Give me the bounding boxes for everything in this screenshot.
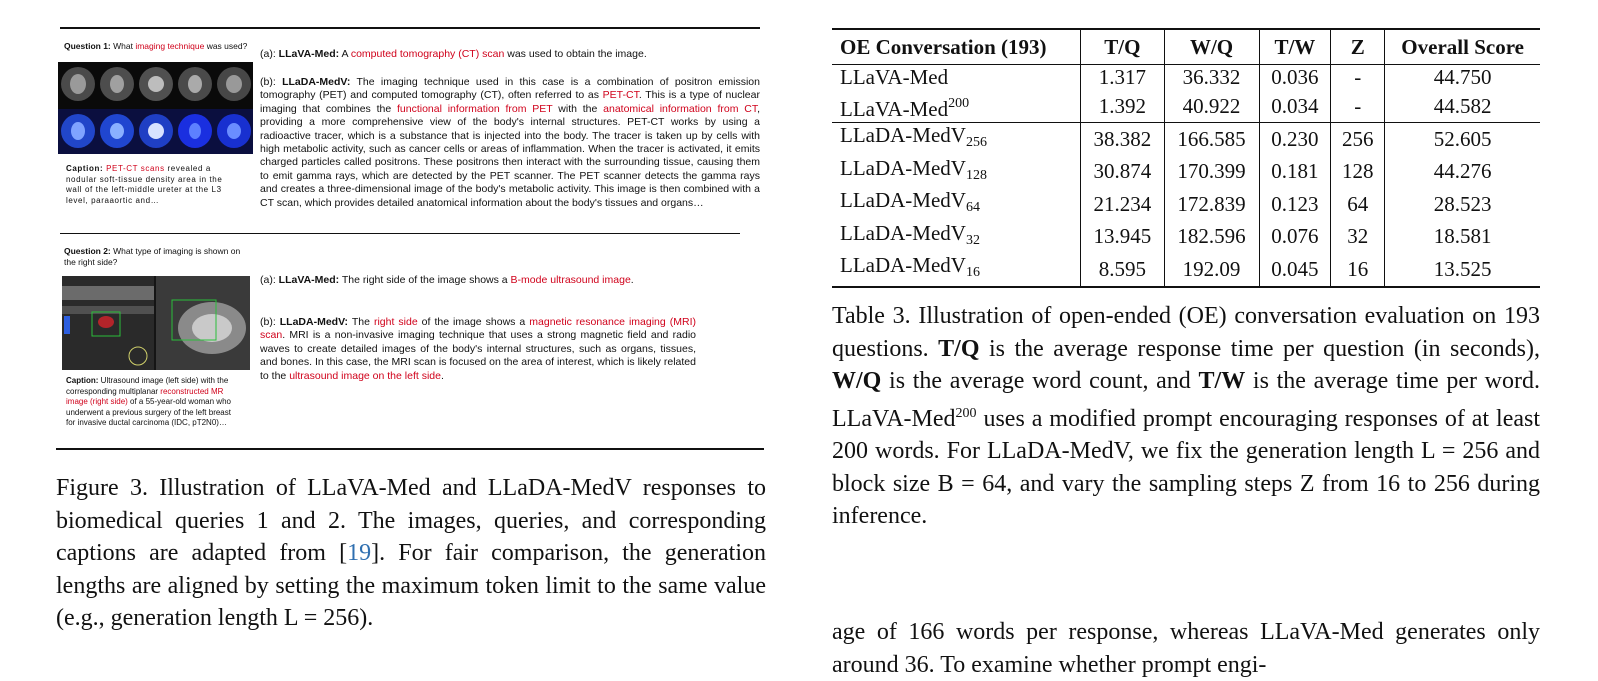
ultrasound-mri-image xyxy=(62,276,250,370)
table-caption-text-5: uses a modified prompt encouraging responses of at least 200 words. For LLaDA-MedV, we fix the generation length L = 256 and block size B = 64, and vary the sampling steps Z from 16 to 256 during inference. xyxy=(832,405,1540,529)
cell-z: 256 xyxy=(1331,123,1385,156)
q1a-highlight: computed tomography (CT) scan xyxy=(350,48,505,60)
q1a-prefix: (a): xyxy=(260,48,279,60)
caption-2-highlight: reconstructed MR image (right side) xyxy=(66,386,224,407)
cell-tq: 38.382 xyxy=(1081,123,1164,156)
results-table xyxy=(832,28,1540,288)
cell-model xyxy=(832,253,1081,287)
figure-caption xyxy=(56,472,766,635)
ct-row-top xyxy=(61,67,251,101)
model-superscript: 200 xyxy=(948,95,970,111)
q2b-text-4: . xyxy=(440,369,444,382)
question-2 xyxy=(64,246,254,268)
table-caption-text-3: is the average word count, and xyxy=(881,368,1199,394)
q1a-model: LLaVA-Med: xyxy=(278,48,340,60)
q2a-text-a: The right side of the image shows a xyxy=(339,274,511,286)
question-1-highlight: imaging technique xyxy=(135,41,205,51)
q1b-highlight-2: functional information from PET xyxy=(396,102,553,115)
table-caption-text-1: Illustration of open-ended (OE) conversation evaluation on 193 questions. xyxy=(832,303,1540,362)
cell-z: - xyxy=(1331,65,1385,91)
caption-1-highlight: PET-CT scans xyxy=(106,164,165,173)
table-header-row xyxy=(832,29,1540,65)
q1b-prefix: (b): xyxy=(260,76,283,88)
header-z: Z xyxy=(1331,29,1385,65)
table-caption-bold-3: T/W xyxy=(1198,368,1246,394)
q2b-highlight-3: ultrasound image on the left side xyxy=(289,369,441,382)
cell-wq: 40.922 xyxy=(1164,91,1259,123)
q2b-highlight-2: magnetic resonance imaging (MRI) scan xyxy=(260,316,696,342)
cell-tw: 0.181 xyxy=(1259,156,1331,189)
question-1-text-b: was used? xyxy=(204,41,248,51)
question-2-label: Question 2: xyxy=(64,246,111,256)
q1b-text-1: The imaging technique used in this case is a combination of positron emission tomography (PET) and computed tomography (CT), often referred to as xyxy=(260,76,760,102)
cell-z: - xyxy=(1331,91,1385,123)
question-1-label: Question 1: xyxy=(64,41,111,51)
cell-model xyxy=(832,65,1081,91)
model-subscript: 128 xyxy=(965,167,987,183)
q1b-text-4: , providing a more comprehensive view of the body's internal structures. PET-CT works by using a radioactive tracer, which is a substance that is injected into the body. The tracer is taken up by cells with high metabolic activity, such as cancer cells or areas of inflammation. When the tracer is activated, it emits charged particles called positrons. These positrons then interact with the surrounding tissue, causing them to emit gamma rays, which are detected by the PET scanner. The PET scanner detects the gamma rays and creates a three-dimensional image of the body's metabolic activity. This image is then combined with a CT scan, which provides detailed anatomical information about the body's tissues and organs… xyxy=(260,102,760,209)
cell-z: 32 xyxy=(1331,221,1385,254)
cell-score: 18.581 xyxy=(1385,221,1540,254)
question-2-text: What type of imaging is shown on the right side? xyxy=(64,246,241,267)
q2b-text-2: of the image shows a xyxy=(417,316,530,328)
table-row xyxy=(832,156,1540,189)
cell-tq: 13.945 xyxy=(1081,221,1164,254)
figure-caption-text-b: ]. For fair comparison, the generation lengths are aligned by setting the maximum token limit to the same value (e.g., generation length L = 256). xyxy=(56,540,767,631)
caption-2-text-1: Ultrasound image (left side) with the corresponding multiplanar xyxy=(66,376,229,396)
cell-tw: 0.123 xyxy=(1259,188,1331,221)
body-paragraph xyxy=(832,616,1540,681)
table-caption-text-4: is the average time per word. LLaVA-Med xyxy=(832,368,1540,432)
model-subscript: 256 xyxy=(965,135,987,150)
cell-model xyxy=(832,156,1081,189)
cell-score: 28.523 xyxy=(1385,188,1540,221)
table-group-llada xyxy=(832,123,1540,287)
q1b-highlight-3: anatomical information from CT xyxy=(603,102,758,115)
cell-wq: 36.332 xyxy=(1164,65,1259,91)
cell-tw: 0.076 xyxy=(1259,221,1331,254)
model-name: LLaDA-MedV xyxy=(840,123,966,147)
model-name: LLaDA-MedV xyxy=(840,155,966,180)
table-caption-bold-1: T/Q xyxy=(938,335,980,362)
table-row xyxy=(832,253,1540,287)
figure-top-rule xyxy=(60,27,760,29)
figure-bottom-rule xyxy=(56,448,764,450)
model-name: LLaDA-MedV xyxy=(840,253,966,277)
table-row xyxy=(832,123,1540,156)
table-row xyxy=(832,221,1540,254)
cell-tw: 0.045 xyxy=(1259,253,1331,287)
pet-row-bottom xyxy=(58,109,253,154)
header-task: OE Conversation (193) xyxy=(832,29,1081,65)
cell-tw: 0.230 xyxy=(1259,123,1331,156)
cell-wq: 172.839 xyxy=(1164,188,1259,221)
cell-wq: 170.399 xyxy=(1164,156,1259,189)
header-score: Overall Score xyxy=(1385,29,1540,65)
table-caption-bold-2: W/Q xyxy=(832,368,882,394)
q2a-prefix: (a): xyxy=(260,274,279,286)
question-1-text-a: What xyxy=(110,41,136,51)
cell-tq: 8.595 xyxy=(1081,253,1164,287)
cell-tq: 1.392 xyxy=(1081,91,1164,123)
cell-score: 44.582 xyxy=(1385,91,1540,123)
q2b-model: LLaDA-MedV: xyxy=(279,316,349,328)
cell-model xyxy=(832,123,1081,156)
cell-model xyxy=(832,188,1081,221)
q2b-text-1: The xyxy=(348,316,374,328)
q2b-prefix: (b): xyxy=(260,316,280,328)
caption-2-label: Caption: xyxy=(66,376,99,385)
table-row xyxy=(832,188,1540,221)
figure-caption-label: Figure 3. xyxy=(56,475,148,501)
results-table-container xyxy=(832,28,1540,288)
citation-link[interactable]: 19 xyxy=(347,540,372,566)
model-name: LLaDA-MedV xyxy=(840,188,966,212)
cell-z: 64 xyxy=(1331,188,1385,221)
model-name: LLaVA-Med xyxy=(840,96,949,121)
cell-z: 128 xyxy=(1331,156,1385,189)
header-tw: T/W xyxy=(1259,29,1331,65)
caption-1-label: Caption: xyxy=(66,164,104,173)
cell-tq: 1.317 xyxy=(1081,65,1164,91)
table-row xyxy=(832,91,1540,123)
cell-wq: 166.585 xyxy=(1164,123,1259,156)
cell-score: 44.750 xyxy=(1385,65,1540,91)
model-name: LLaVA-Med xyxy=(840,65,949,89)
model-name: LLaDA-MedV xyxy=(840,220,966,245)
cell-score: 52.605 xyxy=(1385,123,1540,156)
q1a-text-b: was used to obtain the image. xyxy=(504,48,647,60)
cell-tw: 0.034 xyxy=(1259,91,1331,123)
model-subscript: 64 xyxy=(965,200,980,215)
table-caption xyxy=(832,300,1540,533)
ultrasound-panel xyxy=(62,276,154,370)
table-caption-text-2: is the average response time per question (in seconds), xyxy=(979,335,1541,362)
model-subscript: 32 xyxy=(965,232,980,248)
model-subscript: 16 xyxy=(965,265,980,280)
figure-3 xyxy=(56,26,766,450)
cell-score: 44.276 xyxy=(1385,156,1540,189)
question-1-caption xyxy=(66,164,224,206)
table-caption-label: Table 3. xyxy=(832,303,911,329)
cell-score: 13.525 xyxy=(1385,253,1540,287)
table-caption-superscript: 200 xyxy=(955,405,977,421)
q1-answer-llada xyxy=(260,76,760,210)
q1b-text-2: . This is a type of nuclear imaging that combines the xyxy=(260,89,760,115)
cell-wq: 192.09 xyxy=(1164,253,1259,287)
q2-answer-llava xyxy=(260,274,720,287)
pet-ct-image-grid xyxy=(58,62,253,154)
cell-model xyxy=(832,91,1081,123)
q1-answer-llava xyxy=(260,48,760,61)
q1b-text-3: with the xyxy=(552,102,604,115)
table-group-baseline xyxy=(832,65,1540,123)
header-wq: W/Q xyxy=(1164,29,1259,65)
table-row xyxy=(832,65,1540,91)
cell-tq: 21.234 xyxy=(1081,188,1164,221)
cell-tq: 30.874 xyxy=(1081,156,1164,189)
q2a-model: LLaVA-Med: xyxy=(278,274,340,286)
caption-2-text-2: of a 55-year-old woman who underwent a previous surgery of the left breast for invasive ductal carcinoma (IDC, pT2N0)… xyxy=(66,397,231,428)
q2b-highlight-1: right side xyxy=(373,316,418,328)
cell-z: 16 xyxy=(1331,253,1385,287)
body-paragraph-text: age of 166 words per response, whereas LLaVA-Med generates only around 36. To examine whether prompt engi- xyxy=(832,619,1540,678)
cell-model xyxy=(832,221,1081,254)
q2a-highlight: B-mode ultrasound image xyxy=(510,274,631,286)
figure-mid-rule xyxy=(60,233,740,234)
q2-answer-llada xyxy=(260,316,696,383)
cell-tw: 0.036 xyxy=(1259,65,1331,91)
question-2-caption xyxy=(66,376,234,429)
question-1 xyxy=(64,41,264,52)
q1b-highlight-1: PET-CT xyxy=(602,89,639,102)
q2b-text-3: . MRI is a non-invasive imaging technique that uses a strong magnetic field and radio waves to create detailed images of the body's internal structures, such as organs, tissues, and bones. In this case, the MRI scan is focused on the area of interest, which is likely related to the xyxy=(260,329,696,382)
caption-1-text: revealed a nodular soft-tissue density area in the wall of the left-middle ureter at the L3 level, paraaortic and… xyxy=(66,164,223,205)
q1b-model: LLaDA-MedV: xyxy=(282,76,351,88)
header-tq: T/Q xyxy=(1081,29,1164,65)
figure-caption-text-a: Illustration of LLaVA-Med and LLaDA-MedV responses to biomedical queries 1 and 2. The images, queries, and corresponding captions are adapted from [ xyxy=(56,475,766,566)
q2a-text-b: . xyxy=(630,274,634,286)
q1a-text-a: A xyxy=(339,48,351,60)
cell-wq: 182.596 xyxy=(1164,221,1259,254)
